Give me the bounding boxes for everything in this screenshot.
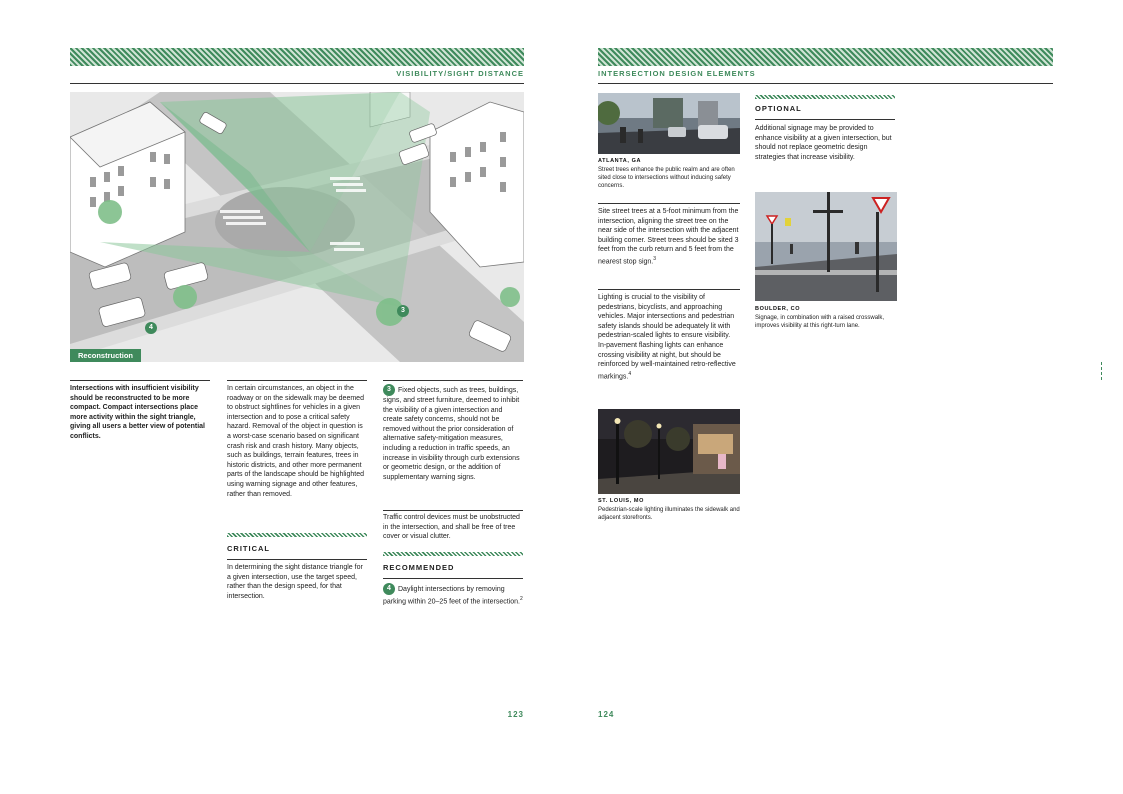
recommended-heading: RECOMMENDED xyxy=(383,563,455,572)
col3-rule xyxy=(383,380,523,381)
recommended-footnote: 2 xyxy=(519,596,523,602)
boulder-photo xyxy=(755,192,897,301)
st-louis-photo-image xyxy=(598,409,740,494)
col3-paragraph xyxy=(383,384,523,482)
col3-rule-2 xyxy=(383,510,523,511)
recommended-paragraph xyxy=(383,583,523,607)
lead-text: Intersections with insufficient visibility should be reconstructed to be more compact. Compact intersections place more activity within the sight triangle, giving all users a better view of potential conflicts. xyxy=(70,385,205,440)
col3-text: Fixed objects, such as trees, buildings, signs, and street furniture, deemed to inhibit the visibility of a given intersection and create safety concerns, should not be removed without the prior consideration of alternative safety-mitigation measures, including a reduction in traffic speeds, an increase in visibility through curb extensions or geometric design, or the addition of supplementary warning signs. xyxy=(383,386,520,481)
callout-3-badge: 3 xyxy=(397,305,409,317)
atlanta-caption: Street trees enhance the public realm and are often sited close to intersections without inducing safety concerns. xyxy=(598,167,735,189)
trees-footnote: 3 xyxy=(653,255,657,262)
callout-4-badge: 4 xyxy=(145,322,157,334)
trees-paragraph xyxy=(598,207,740,267)
col2-text: In certain circumstances, an object in the roadway or on the sidewalk may be deemed to obstruct sightlines for vehicles in a given intersection and to pose a critical safety hazard. Removal of the object in question is a worst-case scenario based on significant crash risk and crash history. Many objects, such as buildings, terrain features, trees in historic districts, and other more permanent parts of the landscape should be highlighted using warning signage and other features, rather than removed. xyxy=(227,385,364,498)
reconstruction-label: Reconstruction xyxy=(70,349,141,362)
critical-rule xyxy=(227,559,367,560)
boulder-photo-image xyxy=(755,192,897,301)
optional-rule xyxy=(755,119,895,120)
left-header-band xyxy=(70,48,524,66)
col2-rule xyxy=(227,380,367,381)
trees-rule xyxy=(598,203,740,204)
atlanta-location: ATLANTA, GA xyxy=(598,158,642,164)
lighting-paragraph xyxy=(598,293,740,382)
callout-3-text-badge: 3 xyxy=(383,384,395,396)
st-louis-caption: Pedestrian-scale lighting illuminates the sidewalk and adjacent storefronts. xyxy=(598,507,740,521)
atlanta-photo-image xyxy=(598,93,740,154)
col1-rule xyxy=(70,380,210,381)
critical-text: In determining the sight distance triangle for a given intersection, use the target speed, rather than the design speed, for that intersection. xyxy=(227,564,363,600)
left-header-rule xyxy=(70,83,524,84)
left-page-number: 123 xyxy=(507,710,524,719)
side-marker xyxy=(1101,362,1102,380)
critical-hatch xyxy=(227,533,367,537)
optional-hatch xyxy=(755,95,895,99)
st-louis-location: ST. LOUIS, MO xyxy=(598,498,644,504)
lighting-text: Lighting is crucial to the visibility of pedestrians, bicyclists, and approaching vehicles. Major intersections and pedestrian safety islands should be adequately lit with pedestrian-scaled lights to ensure visibility. In-pavement flashing lights can enhance crossing visibility at night, but should be reinforced by well-maintained retro-reflective markings. xyxy=(598,294,736,381)
lighting-footnote: 4 xyxy=(628,370,632,377)
lighting-rule xyxy=(598,289,740,290)
intersection-illustration xyxy=(70,92,524,362)
intersection-drawing xyxy=(70,92,524,362)
trees-text: Site street trees at a 5-foot minimum from the intersection, aligning the street tree on the near side of the intersection with the adjacent building corner. Street trees should be sited 3 feet from the curb return and 5 feet from the nearest stop sign. xyxy=(598,208,739,266)
atlanta-photo xyxy=(598,93,740,154)
recommended-rule xyxy=(383,578,523,579)
st-louis-photo xyxy=(598,409,740,494)
recommended-text: Daylight intersections by removing parking within 20–25 feet of the intersection. xyxy=(383,585,520,606)
left-section-header: VISIBILITY/SIGHT DISTANCE xyxy=(396,69,524,78)
boulder-caption: Signage, in combination with a raised crosswalk, improves visibility at this right-turn lane. xyxy=(755,315,885,329)
optional-text: Additional signage may be provided to enhance visibility at a given intersection, but should not replace geometric design strategies that increase visibility. xyxy=(755,125,892,161)
recommended-hatch xyxy=(383,552,523,556)
critical-heading: CRITICAL xyxy=(227,544,270,553)
boulder-location: BOULDER, CO xyxy=(755,306,801,312)
right-header-rule xyxy=(598,83,1053,84)
callout-4-text-badge: 4 xyxy=(383,583,395,595)
right-page-number: 124 xyxy=(598,710,615,719)
optional-heading: OPTIONAL xyxy=(755,104,802,113)
right-section-header: INTERSECTION DESIGN ELEMENTS xyxy=(598,69,756,78)
right-header-band xyxy=(598,48,1053,66)
col3-text-2: Traffic control devices must be unobstructed in the intersection, and shall be free of tree cover or visual clutter. xyxy=(383,514,520,541)
